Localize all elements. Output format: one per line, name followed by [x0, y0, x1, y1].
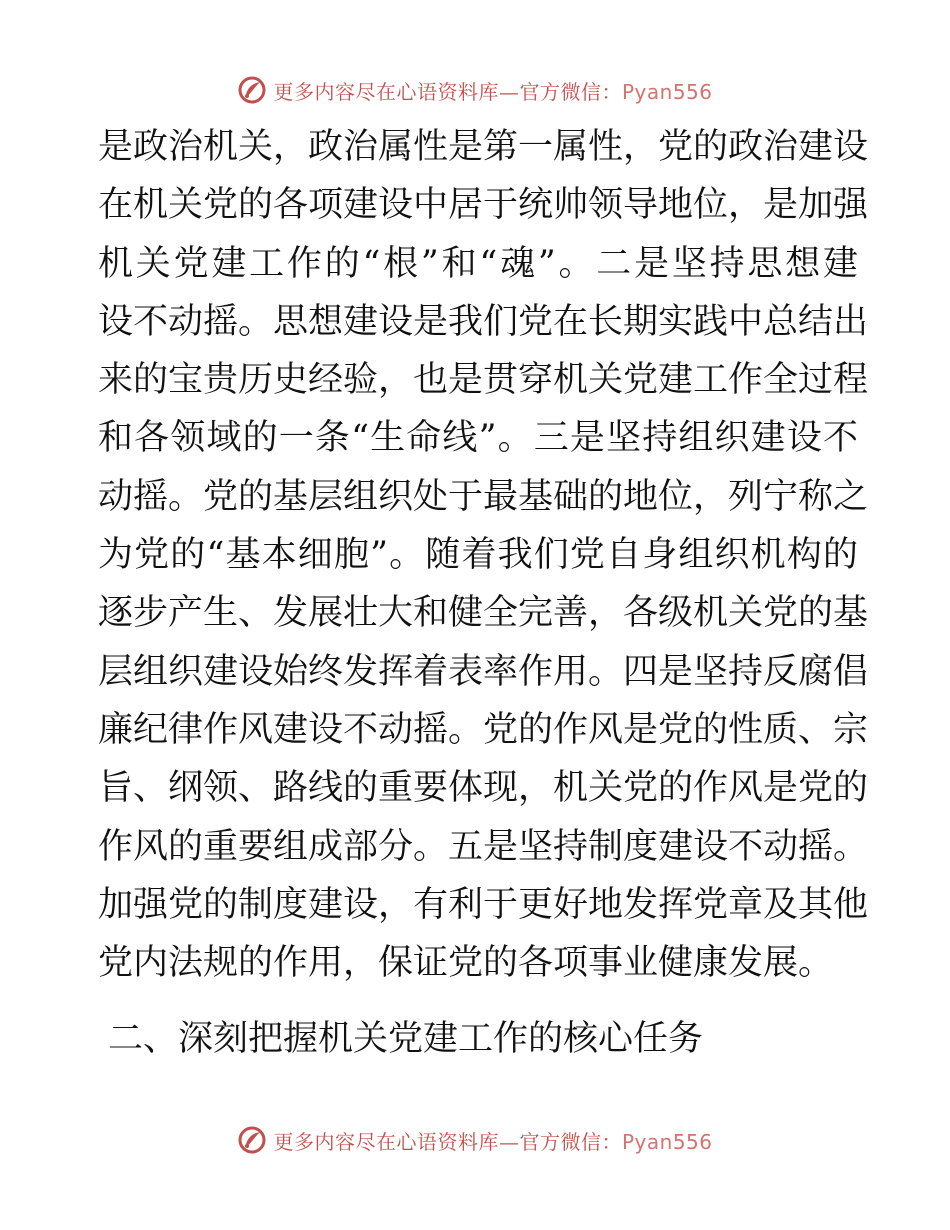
paragraph-line: 党内法规的作用，保证党的各项事业健康发展。 [98, 943, 834, 984]
paragraph-line: 层组织建设始终发挥着表率作用。四是坚持反腐倡 [98, 651, 869, 692]
paragraph-line: 是政治机关，政治属性是第一属性，党的政治建设 [98, 127, 869, 167]
footer-banner-brand: Pyan556 [621, 1129, 713, 1154]
header-banner-brand: Pyan556 [621, 79, 713, 104]
footer-banner[interactable] [0, 1122, 950, 1158]
paragraph-line: 来的宝贵历史经验，也是贯穿机关党建工作全过程 [98, 360, 869, 401]
paragraph-line: 机关党建工作的“根”和“魂”。二是坚持思想建 [98, 243, 858, 284]
paragraph-line: 加强党的制度建设，有利于更好地发挥党章及其他 [98, 884, 869, 925]
section-heading: 二、深刻把握机关党建工作的核心任务 [108, 1019, 704, 1059]
paragraph-line: 廉纪律作风建设不动摇。党的作风是党的性质、宗 [98, 709, 869, 750]
footer-banner-text: 更多内容尽在心语资料库—官方微信：Pyan556 [273, 1129, 713, 1154]
paragraph-line: 为党的“基本细胞”。随着我们党自身组织机构的 [98, 535, 858, 576]
paragraph-line: 和各领域的一条“生命线”。三是坚持组织建设不 [98, 418, 858, 459]
header-banner-text: 更多内容尽在心语资料库—官方微信：Pyan556 [273, 79, 713, 104]
red-brush-logo-icon [237, 1125, 267, 1155]
paragraph-line: 在机关党的各项建设中居于统帅领导地位，是加强 [98, 185, 869, 226]
body-paragraph [98, 118, 869, 992]
paragraph-line: 逐步产生、发展壮大和健全完善，各级机关党的基 [98, 593, 869, 634]
paragraph-line: 旨、纲领、路线的重要体现，机关党的作风是党的 [98, 768, 869, 809]
paragraph-line: 动摇。党的基层组织处于最基础的地位，列宁称之 [98, 476, 869, 517]
header-banner[interactable] [0, 72, 950, 108]
paragraph-line: 作风的重要组成部分。五是坚持制度建设不动摇。 [98, 826, 869, 867]
red-brush-logo-icon [237, 75, 267, 105]
paragraph-line: 设不动摇。思想建设是我们党在长期实践中总结出 [98, 301, 869, 342]
